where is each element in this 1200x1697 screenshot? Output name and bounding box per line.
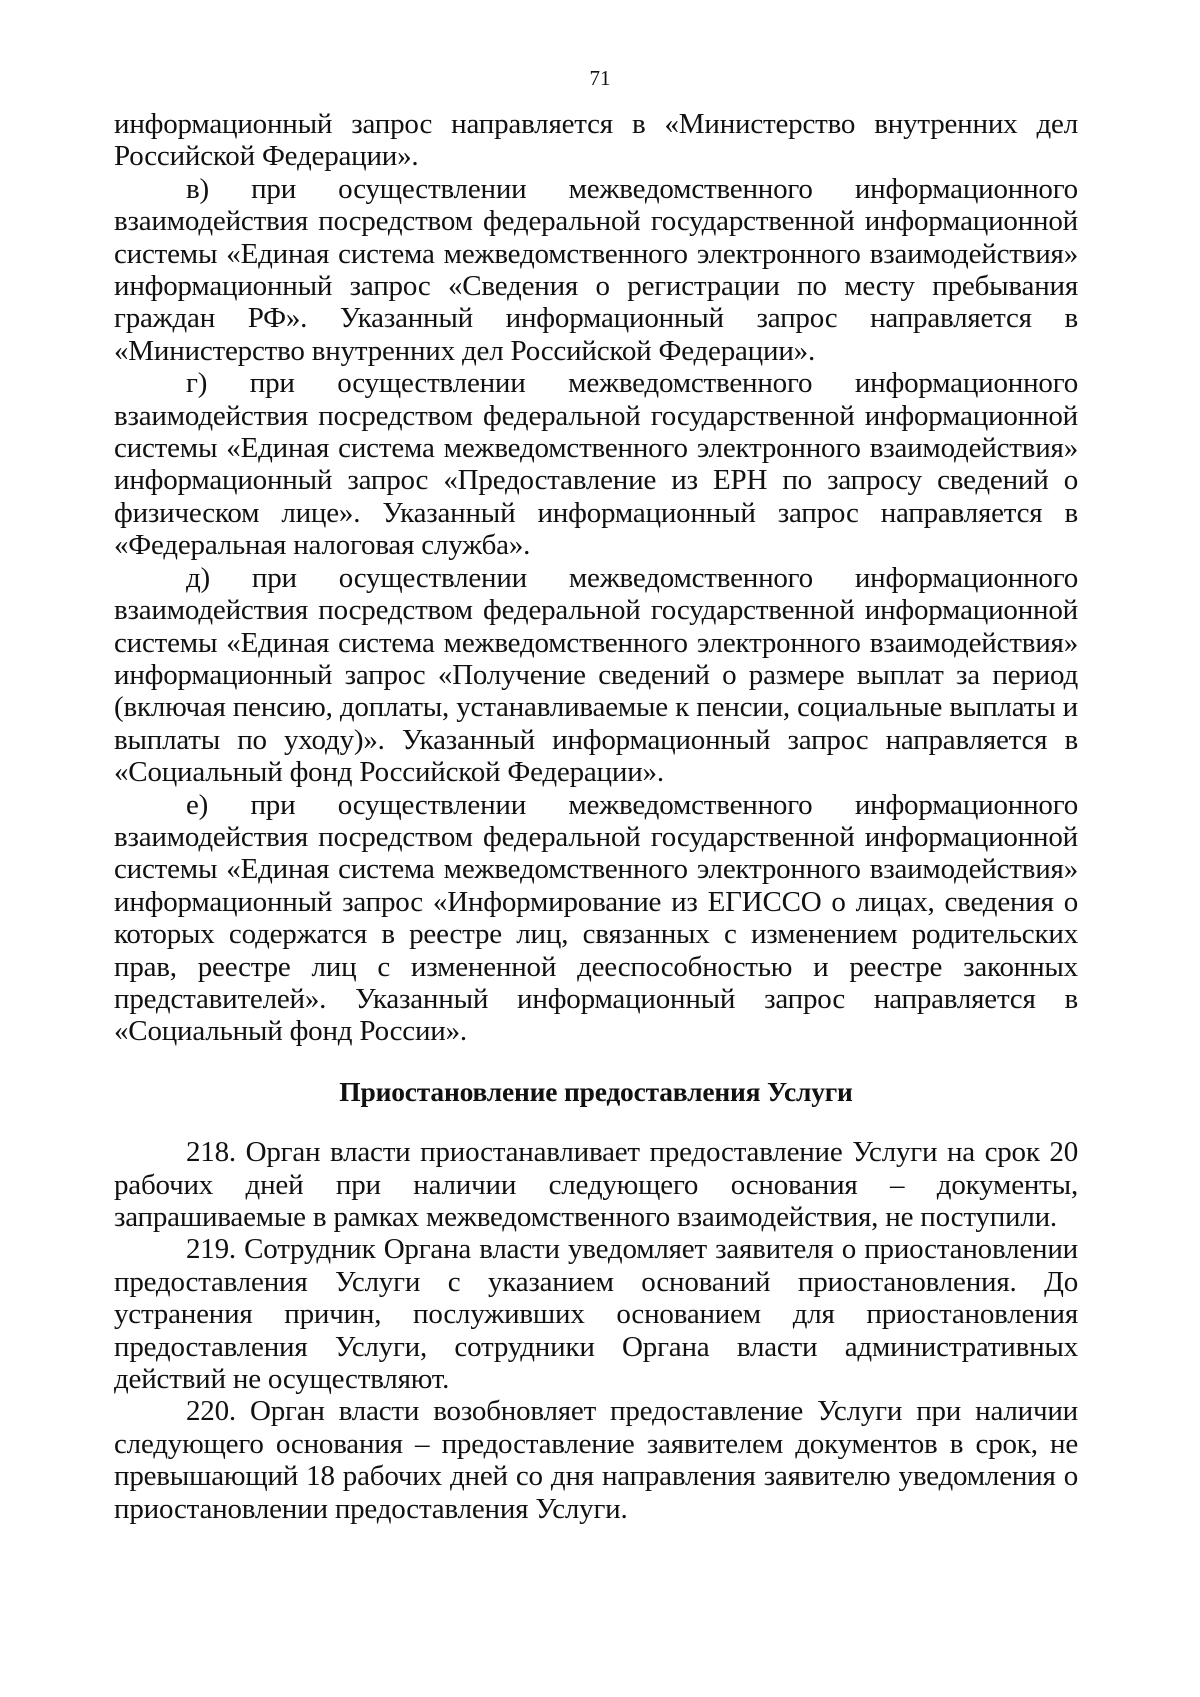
- page-number: 71: [589, 66, 611, 90]
- paragraph-item-e: е) при осуществлении межведомственного информационного взаимодействия посредством федеральной государственной информационной системы «Единая система межведомственного электронного взаимодействия» информационный запрос «Информирование из ЕГИССО о лицах, сведения о которых содержатся в реестре лиц, связанных с изменением родительских прав, реестре лиц с измененной дееспособностью и реестре законных представителей». Указанный информационный запрос направляется в «Социальный фонд России».: [114, 788, 1078, 1048]
- paragraph-item-v: в) при осуществлении межведомственного информационного взаимодействия посредством федеральной государственной информационной системы «Единая система межведомственного электронного взаимодействия» информационный запрос «Сведения о регистрации по месту пребывания граждан РФ». Указанный информационный запрос направляется в «Министерство внутренних дел Российской Федерации».: [114, 172, 1078, 367]
- paragraph-218: 218. Орган власти приостанавливает предоставление Услуги на срок 20 рабочих дней при наличии следующего основания – документы, запрашиваемые в рамках межведомственного взаимодействия, не поступили.: [114, 1136, 1078, 1233]
- paragraph-item-g: г) при осуществлении межведомственного информационного взаимодействия посредством федеральной государственной информационной системы «Единая система межведомственного электронного взаимодействия» информационный запрос «Предоставление из ЕРН по запросу сведений о физическом лице». Указанный информационный запрос направляется в «Федеральная налоговая служба».: [114, 367, 1078, 562]
- document-body: [114, 108, 1078, 1525]
- paragraph-219: 219. Сотрудник Органа власти уведомляет заявителя о приостановлении предоставления Услуги с указанием оснований приостановления. До устранения причин, послуживших основанием для приостановления предоставления Услуги, сотрудники Органа власти административных действий не осуществляют.: [114, 1233, 1078, 1396]
- paragraph-continuation: информационный запрос направляется в «Министерство внутренних дел Российской Федерации».: [114, 108, 1078, 173]
- paragraph-220: 220. Орган власти возобновляет предоставление Услуги при наличии следующего основания – предоставление заявителем документов в срок, не превышающий 18 рабочих дней со дня направления заявителю уведомления о приостановлении предоставления Услуги.: [114, 1395, 1078, 1525]
- paragraph-item-d: д) при осуществлении межведомственного информационного взаимодействия посредством федеральной государственной информационной системы «Единая система межведомственного электронного взаимодействия» информационный запрос «Получение сведений о размере выплат за период (включая пенсию, доплаты, устанавливаемые к пенсии, социальные выплаты и выплаты по уходу)». Указанный информационный запрос направляется в «Социальный фонд Российской Федерации».: [114, 561, 1078, 789]
- section-heading: Приостановление предоставления Услуги: [339, 1075, 853, 1107]
